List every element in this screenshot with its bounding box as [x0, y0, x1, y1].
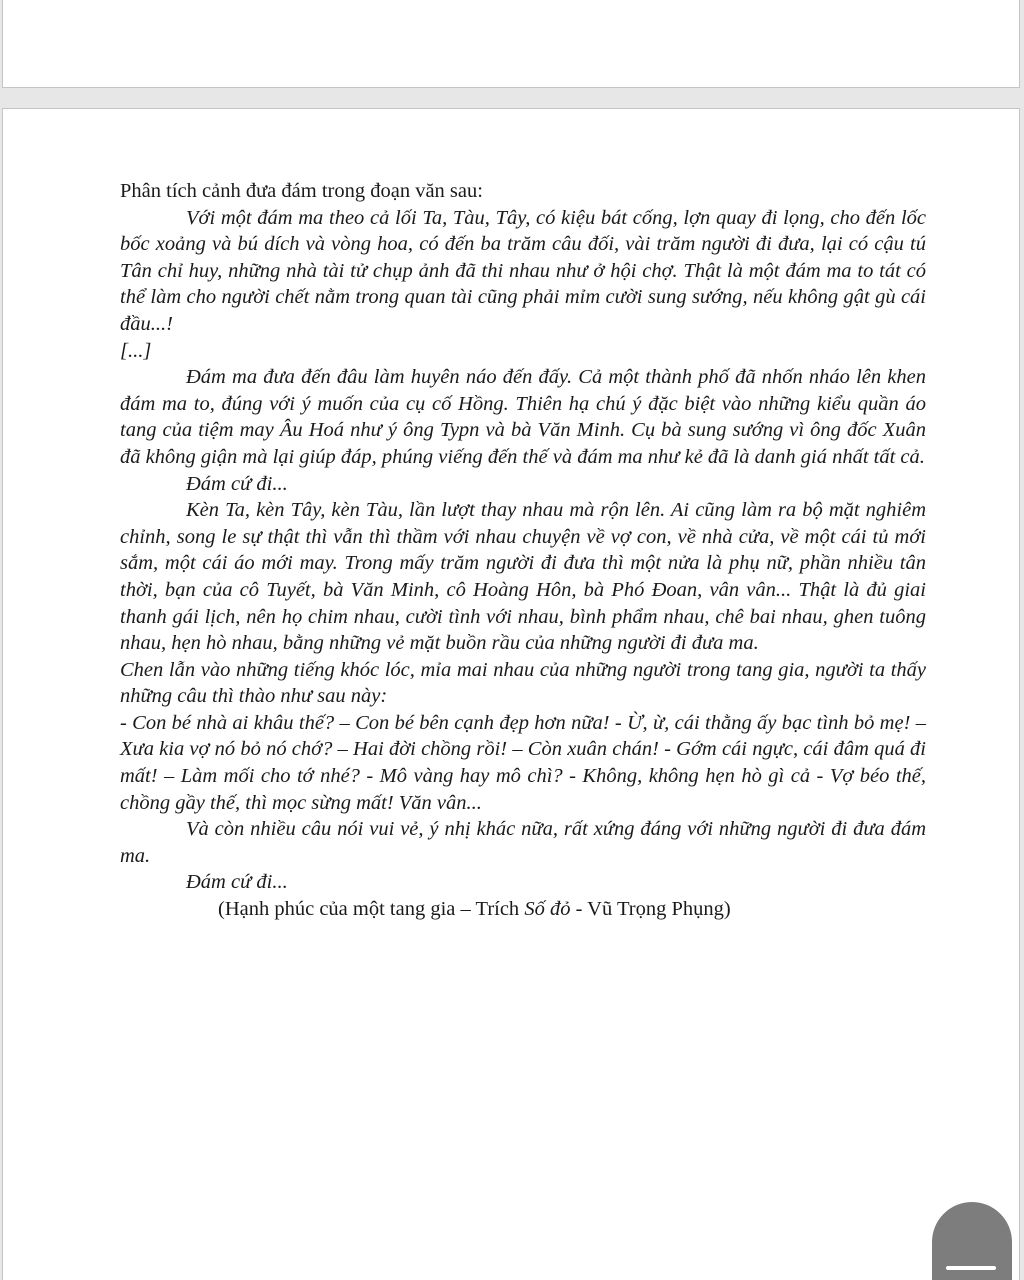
- dialogue-paragraph: - Con bé nhà ai khâu thế? – Con bé bên cạnh đẹp hơn nữa! - Ừ, ừ, cái thằng ấy bạc tình bỏ mẹ! – Xưa kia vợ nó bỏ nó chớ? – Hai đời chồng rồi! – Còn xuân chán! - Gớm cái ngực, cái đâm quá đi mất! – Làm mối cho tớ nhé? - Mô vàng hay mô chì? - Không, không hẹn hò gì cả - Vợ béo thế, chồng gầy thế, thì mọc sừng mất! Văn vân...: [120, 711, 926, 814]
- source-citation: [120, 896, 926, 923]
- previous-page: [2, 0, 1020, 88]
- ellipsis-marker: [...]: [120, 339, 152, 362]
- source-prefix: (Hạnh phúc của một tang gia – Trích: [218, 898, 525, 921]
- document-heading: Phân tích cảnh đưa đám trong đoạn văn sau:: [120, 180, 483, 202]
- scroll-handle-icon: [946, 1266, 996, 1270]
- paragraph: Chen lẫn vào những tiếng khóc lóc, mỉa mai nhau của những người trong tang gia, người ta thấy những câu thì thào như sau này:: [120, 658, 926, 708]
- paragraph: Kèn Ta, kèn Tây, kèn Tàu, lần lượt thay nhau mà rộn lên. Ai cũng làm ra bộ mặt nghiêm chỉnh, song le sự thật thì vẫn thì thầm với nhau chuyện về vợ con, về nhà cửa, về một cái tủ mới sắm, một cái áo mới may. Trong mấy trăm người đi đưa thì một nửa là phụ nữ, phần nhiều tân thời, bạn của cô Tuyết, bà Văn Minh, cô Hoàng Hôn, bà Phó Đoan, vân vân... Thật là đủ giai thanh gái lịch, nên họ chim nhau, cười tình với nhau, bình phẩm nhau, chê bai nhau, ghen tuông nhau, hẹn hò nhau, bằng những vẻ mặt buồn rầu của những người đi đưa ma.: [120, 499, 926, 655]
- source-work-title: Số đỏ: [524, 898, 571, 921]
- paragraph: Với một đám ma theo cả lối Ta, Tàu, Tây, có kiệu bát cống, lợn quay đi lọng, cho đến lốc bốc xoảng và bú dích và vòng hoa, có đến ba trăm câu đối, vài trăm người đi đưa, lại có cậu tú Tân chỉ huy, những nhà tài tử chụp ảnh đã thi nhau như ở hội chợ. Thật là một đám ma to tát có thể làm cho người chết nằm trong quan tài cũng phải mỉm cười sung sướng, nếu không gật gù cái đầu...!: [120, 206, 926, 335]
- source-suffix: - Vũ Trọng Phụng): [570, 898, 731, 921]
- paragraph: Và còn nhiều câu nói vui vẻ, ý nhị khác nữa, rất xứng đáng với những người đi đưa đám ma.: [120, 818, 926, 867]
- paragraph: Đám cứ đi...: [186, 472, 288, 495]
- paragraph: Đám ma đưa đến đâu làm huyên náo đến đấy. Cả một thành phố đã nhốn nháo lên khen đám ma to, đúng với ý muốn của cụ cố Hồng. Thiên hạ chú ý đặc biệt vào những kiểu quần áo tang của tiệm may Âu Hoá như ý ông Typn và bà Văn Minh. Cụ bà sung sướng vì ông đốc Xuân đã không giận mà lại giúp đáp, phúng viếng đến thế và đám ma như kẻ đã là danh giá nhất tất cả.: [120, 366, 926, 468]
- scroll-handle-button[interactable]: [932, 1202, 1012, 1280]
- paragraph: Đám cứ đi...: [186, 871, 288, 894]
- document-text: [120, 178, 926, 923]
